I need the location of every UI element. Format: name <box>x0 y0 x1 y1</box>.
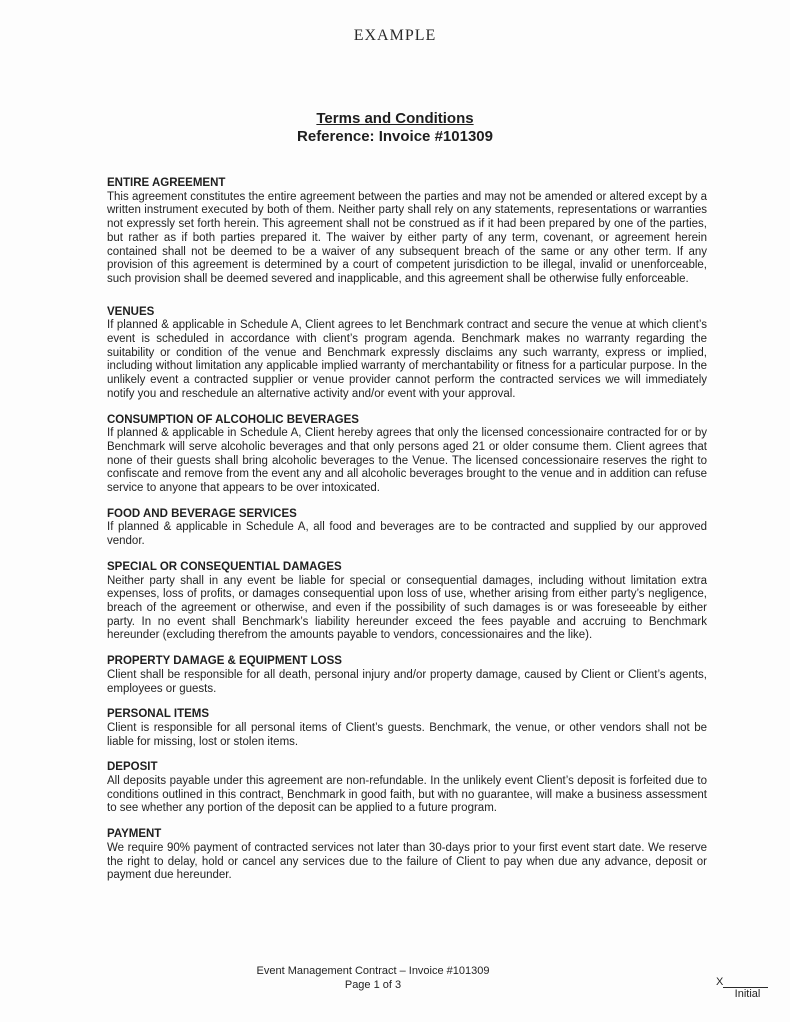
section-body: All deposits payable under this agreement are non-refundable. In the unlikely event Client’s deposit is forfeited due to conditions outlined in this contract, Benchmark in good faith, but with no guarantee, will make a business assessment to see whether any portion of the deposit can be applied to a future program. <box>107 775 707 815</box>
footer-page-number: Page 1 of 3 <box>344 978 402 991</box>
footer-contract-reference: Event Management Contract – Invoice #101309 <box>256 965 490 977</box>
section-venues <box>107 306 707 402</box>
section-body: Client is responsible for all personal items of Client’s guests. Benchmark, the venue, or other vendors shall not be liable for missing, lost or stolen items. <box>107 721 707 748</box>
section-heading: PROPERTY DAMAGE & EQUIPMENT LOSS <box>107 655 342 668</box>
section-heading: VENUES <box>107 305 155 318</box>
section-heading: SPECIAL OR CONSEQUENTIAL DAMAGES <box>107 560 342 573</box>
initial-signature-field[interactable] <box>716 976 770 988</box>
section-body: Neither party shall in any event be liable for special or consequential damages, including without limitation extra expenses, loss of profits, or damages consequential upon loss of use, whether arising from either party’s negligence, breach of the agreement or otherwise, and even if the possibility of such damages is or was foreseeable by either party. In no event shall Benchmark’s liability hereunder exceed the fees payable and accruing to Benchmark hereunder (excluding therefrom the amounts payable to vendors, concessionaires and the like). <box>107 574 707 642</box>
section-heading: FOOD AND BEVERAGE SERVICES <box>107 507 297 520</box>
terms-content <box>107 177 707 895</box>
section-consumption-of-alcoholic-beverages <box>107 414 707 496</box>
initial-signature-line[interactable] <box>723 976 768 988</box>
section-food-and-beverage-services <box>107 508 707 549</box>
example-watermark: EXAMPLE <box>353 27 437 44</box>
section-body: Client shall be responsible for all death, personal injury and/or property damage, caused by Client or Client’s agents, employees or guests. <box>107 668 707 695</box>
section-property-damage-equipment-loss <box>107 655 707 696</box>
section-heading: DEPOSIT <box>107 761 158 774</box>
section-body: If planned & applicable in Schedule A, Client agrees to let Benchmark contract and secure the venue at which client’s event is scheduled in accordance with client’s program agenda. Benchmark makes no warranty regarding the suitability or condition of the venue and Benchmark expressly disclaims any such warranty, express or implied, including without limitation any applicable implied warranty of merchantability or fitness for a particular purpose. In the unlikely event a contracted supplier or venue provider cannot perform the contracted services we will immediately notify you and reschedule an alternative activity and/or event with your approval. <box>107 319 707 400</box>
section-heading: ENTIRE AGREEMENT <box>107 177 226 189</box>
document-subtitle: Reference: Invoice #101309 <box>297 128 493 145</box>
section-heading: PERSONAL ITEMS <box>107 708 210 721</box>
section-deposit <box>107 761 707 816</box>
section-heading: PAYMENT <box>107 828 162 841</box>
section-body: If planned & applicable in Schedule A, Client hereby agrees that only the licensed concessionaire contracted for or by Benchmark will serve alcoholic beverages and that only persons aged 21 or older consume them. Client agrees that none of their guests shall bring alcoholic beverages to the Venue. The licensed concessionaire reserves the right to confiscate and remove from the event any and all alcoholic beverages brought to the venue and in addition can refuse service to anyone that appears to be over intoxicated. <box>107 427 707 495</box>
section-body: If planned & applicable in Schedule A, all food and beverages are to be contracted and supplied by our approved vendor. <box>107 521 707 548</box>
section-special-or-consequential-damages <box>107 561 707 643</box>
initial-signature-block <box>716 976 770 1001</box>
section-personal-items <box>107 708 707 749</box>
page-footer <box>257 965 490 992</box>
section-body: We require 90% payment of contracted services not later than 30-days prior to your first event start date. We reserve the right to delay, hold or cancel any services due to the failure of Client to pay when due any advance, deposit or payment due hereunder. <box>107 841 707 882</box>
section-heading: CONSUMPTION OF ALCOHOLIC BEVERAGES <box>107 413 359 426</box>
document-title: Terms and Conditions <box>316 110 474 127</box>
initial-label: Initial <box>734 988 761 1000</box>
section-entire-agreement <box>107 177 707 287</box>
document-header <box>0 110 790 146</box>
initial-x-mark: X <box>716 976 724 988</box>
section-body: This agreement constitutes the entire agreement between the parties and may not be amended or altered except by a written instrument executed by both of them. Neither party shall rely on any statements, representations or warranties not expressly set forth herein. This agreement shall not be construed as if it had been prepared by one of the parties, but rather as if both parties prepared it. The waiver by either party of any term, covenant, or agreement herein contained shall not be deemed to be a waiver of any subsequent breach of the same or any other term. If any provision of this agreement is determined by a court of competent jurisdiction to be illegal, invalid or unenforceable, such provision shall be deemed severed and inapplicable, and this agreement shall be otherwise fully enforceable. <box>107 190 707 285</box>
section-payment <box>107 828 707 883</box>
